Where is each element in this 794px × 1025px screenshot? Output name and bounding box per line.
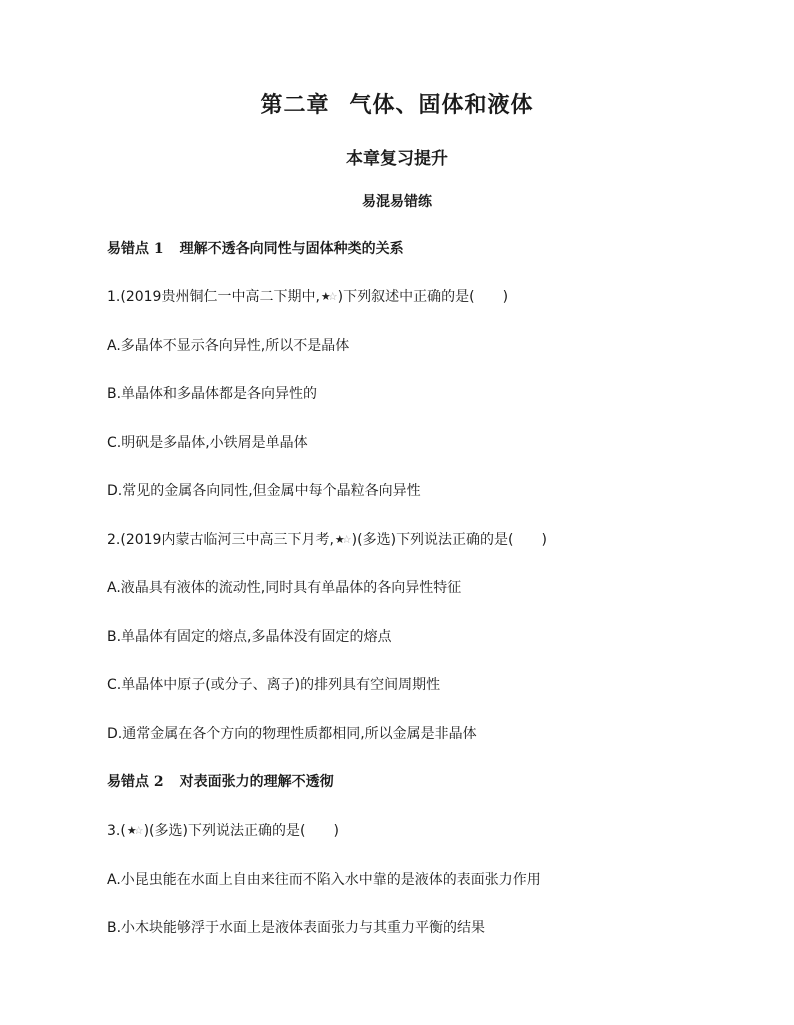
chapter-title bbox=[0, 88, 794, 119]
question-number: 1. bbox=[107, 289, 121, 305]
error-point-heading bbox=[107, 238, 404, 258]
question-source: (2019内蒙古临河三中高三下月考, bbox=[120, 532, 334, 548]
error-point-title: 对表面张力的理解不透彻 bbox=[179, 774, 334, 790]
question-source-close: ) bbox=[143, 823, 150, 839]
error-point-title: 理解不透各向同性与固体种类的关系 bbox=[179, 241, 404, 257]
question-stem bbox=[107, 529, 547, 549]
question-tag: (多选) bbox=[149, 823, 188, 839]
error-point-label: 易错点 2 bbox=[107, 774, 164, 790]
exercise-subtitle: 易混易错练 bbox=[362, 194, 432, 210]
answer-option: B.小木块能够浮于水面上是液体表面张力与其重力平衡的结果 bbox=[107, 920, 486, 936]
error-point-label: 易错点 1 bbox=[107, 241, 164, 257]
question-text: 下列叙述中正确的是( bbox=[343, 289, 475, 305]
two-star-icon: ★☆ bbox=[334, 533, 349, 546]
answer-option: B.单晶体和多晶体都是各向异性的 bbox=[107, 386, 318, 402]
answer-option: A.小昆虫能在水面上自由来往而不陷入水中靠的是液体的表面张力作用 bbox=[107, 872, 541, 888]
error-point-heading bbox=[107, 771, 334, 791]
question-number: 2. bbox=[107, 532, 121, 548]
answer-option: D.通常金属在各个方向的物理性质都相同,所以金属是非晶体 bbox=[107, 726, 477, 742]
question-source: ( bbox=[120, 823, 126, 839]
question-text: 下列说法正确的是( bbox=[396, 532, 514, 548]
answer-option: A.液晶具有液体的流动性,同时具有单晶体的各向异性特征 bbox=[107, 580, 462, 596]
question-text: 下列说法正确的是( bbox=[187, 823, 306, 839]
question-text-close: ) bbox=[541, 532, 547, 548]
two-star-icon: ★☆ bbox=[320, 290, 335, 303]
question-source-close: ) bbox=[337, 289, 344, 305]
question-source: (2019贵州铜仁一中高二下期中, bbox=[120, 289, 320, 305]
section-title: 本章复习提升 bbox=[346, 149, 448, 169]
question-number: 3. bbox=[107, 823, 121, 839]
question-stem bbox=[107, 286, 508, 306]
answer-option: D.常见的金属各向同性,但金属中每个晶粒各向异性 bbox=[107, 483, 421, 499]
chapter-name: 气体、固体和液体 bbox=[349, 92, 534, 118]
answer-option: C.明矾是多晶体,小铁屑是单晶体 bbox=[107, 435, 308, 451]
question-source-close: ) bbox=[351, 532, 358, 548]
answer-option: B.单晶体有固定的熔点,多晶体没有固定的熔点 bbox=[107, 629, 392, 645]
two-star-icon: ★☆ bbox=[126, 824, 141, 837]
question-tag: (多选) bbox=[357, 532, 397, 548]
question-stem bbox=[107, 820, 339, 840]
chapter-number: 第二章 bbox=[260, 92, 330, 118]
question-text-close: ) bbox=[502, 289, 509, 305]
answer-option: C.单晶体中原子(或分子、离子)的排列具有空间周期性 bbox=[107, 677, 441, 693]
answer-option: A.多晶体不显示各向异性,所以不是晶体 bbox=[107, 338, 350, 354]
question-text-close: ) bbox=[333, 823, 339, 839]
